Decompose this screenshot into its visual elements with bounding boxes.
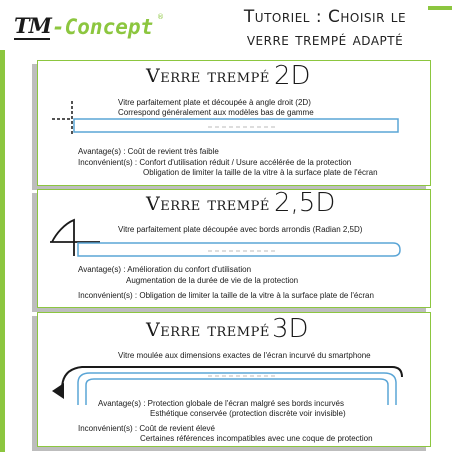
- panel-3d: [37, 312, 431, 447]
- panel-type: 2D: [274, 61, 311, 91]
- panel-desc-1: Vitre parfaitement plate et découpée à angle droit (2D): [118, 98, 311, 107]
- logo-tm: TM: [14, 13, 51, 38]
- panel-drawback-2: Certaines références incompatibles avec une coque de protection: [140, 434, 373, 443]
- brand-logo: [14, 13, 164, 45]
- panel-drawback-2: Obligation de limiter la taille de la vitre à la surface plate de l'écran: [143, 168, 378, 177]
- page-title-line1: Tutoriel : Choisir le: [243, 7, 407, 27]
- accent-bar-left: [0, 50, 5, 452]
- panel-title: Verre trempé: [146, 65, 270, 87]
- panel-advantage-1: Avantage(s) : Protection globale de l'écran malgré ses bords incurvés: [98, 399, 344, 408]
- glass-2-5d-diagram: [38, 190, 430, 307]
- page-title: [205, 6, 445, 52]
- panel-advantage: Avantage(s) : Coût de revient très faible: [78, 147, 219, 156]
- page-title-line2: verre trempé adapté: [246, 30, 404, 50]
- panel-desc-1: Vitre parfaitement plate découpée avec bords arrondis (Radian 2,5D): [118, 225, 363, 234]
- panel-title: Verre trempé: [146, 193, 270, 215]
- panel-title: Verre trempé: [146, 319, 270, 341]
- panel-2d: [37, 60, 431, 186]
- panel-desc-1: Vitre moulée aux dimensions exactes de l'écran incurvé du smartphone: [118, 351, 371, 360]
- panel-2-5d: [37, 189, 431, 308]
- panel-advantage-1: Avantage(s) : Amélioration du confort d'utilisation: [78, 265, 252, 274]
- logo-registered: ®: [157, 13, 164, 21]
- panel-drawback-1: Inconvénient(s) : Confort d'utilisation réduit / Usure accélérée de la protection: [78, 158, 352, 167]
- panel-advantage-2: Augmentation de la durée de vie de la protection: [126, 276, 299, 285]
- panel-type: 3D: [272, 314, 309, 344]
- logo-concept: -Concept: [52, 15, 154, 39]
- logo-underline: [14, 38, 50, 40]
- panel-type: 2,5D: [274, 188, 336, 218]
- panel-drawback-1: Inconvénient(s) : Coût de revient élevé: [78, 424, 215, 433]
- panel-desc-2: Correspond généralement aux modèles bas de gamme: [118, 108, 314, 117]
- panel-drawback-1: Inconvénient(s) : Obligation de limiter la taille de la vitre à la surface plate de l'écran: [78, 291, 374, 300]
- panel-advantage-2: Esthétique conservée (protection discrète voir invisible): [150, 409, 346, 418]
